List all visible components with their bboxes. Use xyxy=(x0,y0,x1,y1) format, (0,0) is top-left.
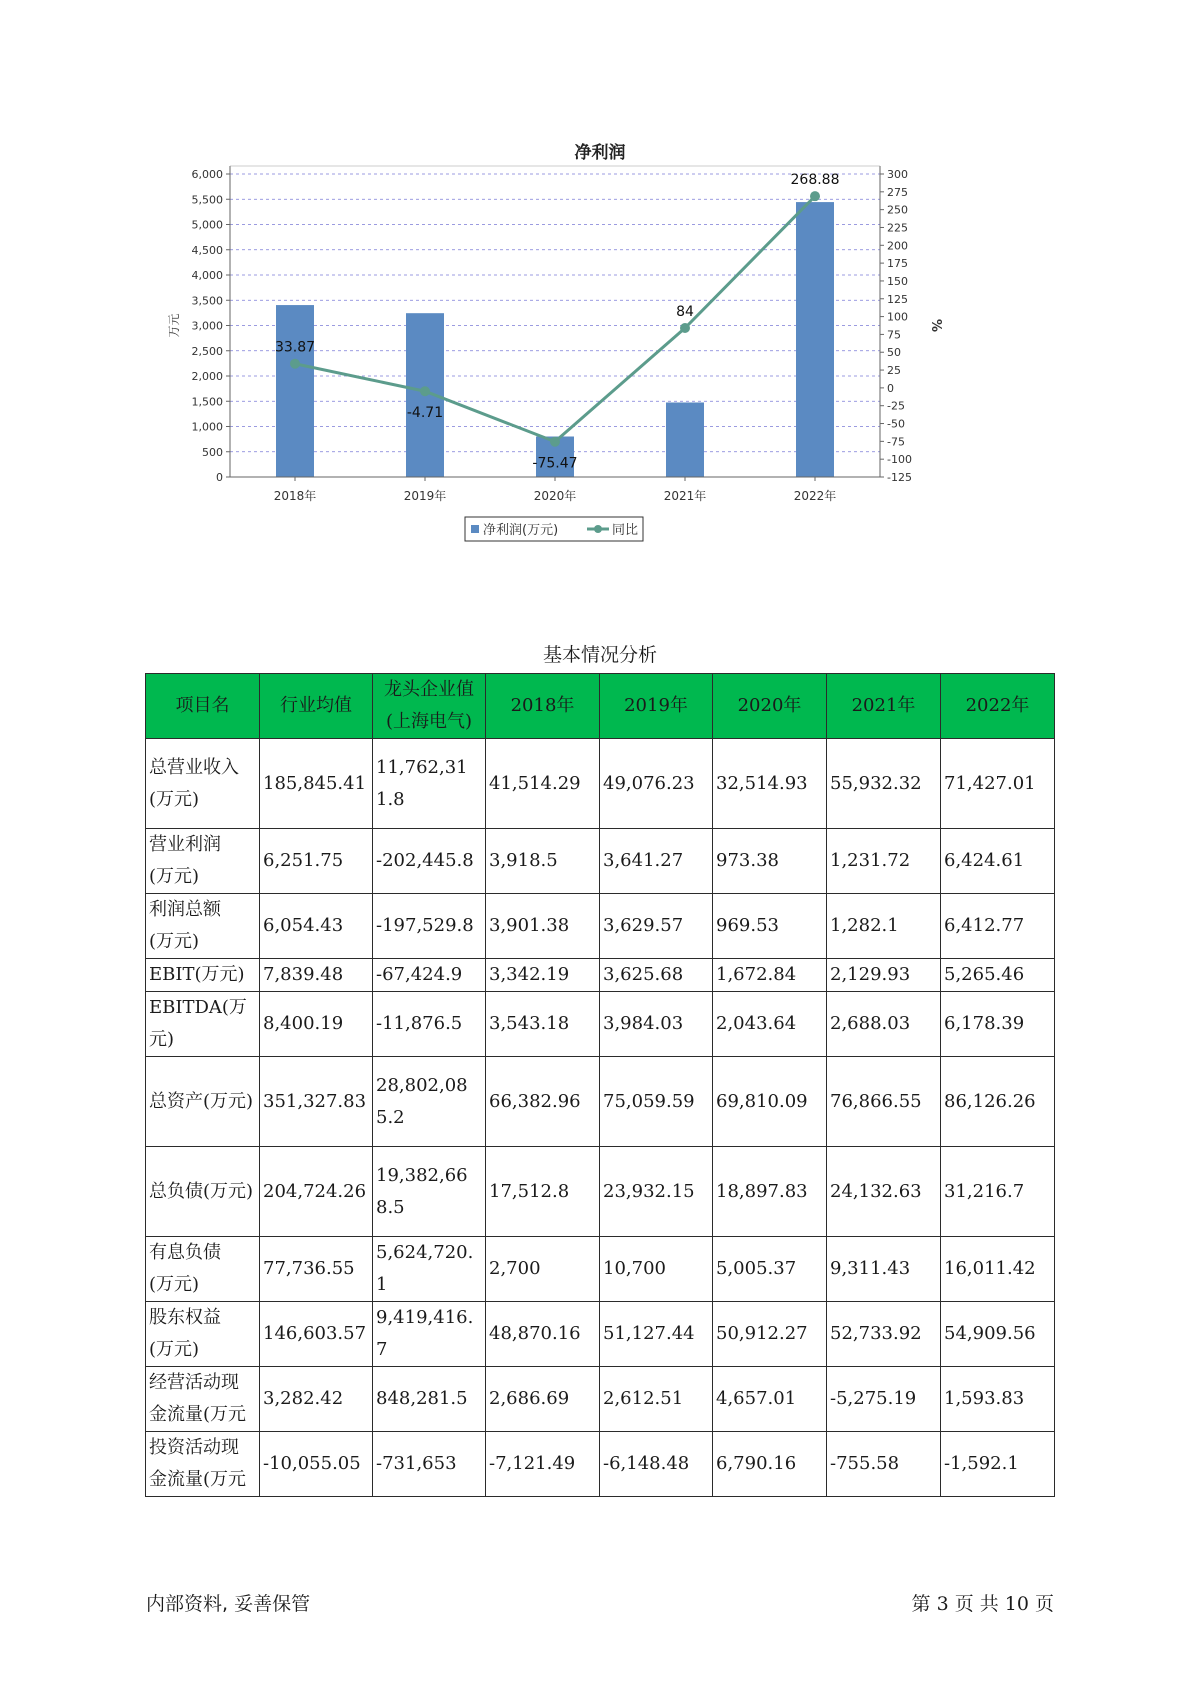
table-cell: 9,419,416.7 xyxy=(373,1302,486,1367)
table-cell: 16,011.42 xyxy=(941,1237,1055,1302)
row-label-cell: 利润总额 (万元) xyxy=(146,894,260,959)
table-cell: 24,132.63 xyxy=(827,1147,941,1237)
table-cell: 2,688.03 xyxy=(827,992,941,1057)
table-cell: 7,839.48 xyxy=(260,959,373,992)
legend-line-label: 同比 xyxy=(612,523,639,538)
table-row xyxy=(146,739,1055,829)
legend-bar-swatch xyxy=(471,525,479,533)
table-cell: 19,382,668.5 xyxy=(373,1147,486,1237)
table-row xyxy=(146,829,1055,894)
table-cell: 2,700 xyxy=(486,1237,600,1302)
bar-net-profit-2022年 xyxy=(796,202,834,477)
left-tick-label: 3,500 xyxy=(191,294,223,308)
right-tick-label: 275 xyxy=(887,185,908,199)
table-cell: 3,901.38 xyxy=(486,894,600,959)
table-cell: 48,870.16 xyxy=(486,1302,600,1367)
table-cell: 11,762,311.8 xyxy=(373,739,486,829)
left-tick-label: 2,000 xyxy=(191,370,223,383)
table-cell: 49,076.23 xyxy=(600,739,713,829)
yoy-data-label: -4.71 xyxy=(406,405,444,422)
right-tick-label: -25 xyxy=(887,399,905,413)
legend-line-marker xyxy=(594,525,602,533)
table-cell: 10,700 xyxy=(600,1237,713,1302)
yoy-point xyxy=(290,359,300,369)
right-tick-label: 25 xyxy=(887,364,901,378)
table-row xyxy=(146,959,1055,992)
table-cell: 3,629.57 xyxy=(600,894,713,959)
table-cell: 2,686.69 xyxy=(486,1367,600,1432)
table-row xyxy=(146,1237,1055,1302)
left-tick-label: 3,000 xyxy=(191,319,223,333)
left-tick-label: 500 xyxy=(202,445,223,459)
chart-bars xyxy=(276,202,834,477)
left-tick-label: 4,000 xyxy=(191,269,223,282)
table-cell: -11,876.5 xyxy=(373,992,486,1057)
yoy-data-label: -75.47 xyxy=(532,455,578,472)
table-cell: 3,918.5 xyxy=(486,829,600,894)
table-cell: 54,909.56 xyxy=(941,1302,1055,1367)
right-tick-label: 75 xyxy=(887,328,901,342)
table-header-row xyxy=(146,674,1055,739)
right-axis-title: % xyxy=(928,318,943,333)
table-cell: 1,231.72 xyxy=(827,829,941,894)
table-cell: 18,897.83 xyxy=(713,1147,827,1237)
right-tick-label: 150 xyxy=(887,274,908,288)
right-tick-label: 200 xyxy=(887,239,908,253)
table-header-cell: 2022年 xyxy=(941,674,1055,739)
table-cell: 3,625.68 xyxy=(600,959,713,992)
table-row xyxy=(146,1302,1055,1367)
footer-confidential-note: 内部资料, 妥善保管 xyxy=(146,1593,311,1615)
table-cell: 185,845.41 xyxy=(260,739,373,829)
row-label-cell: 有息负债 (万元) xyxy=(146,1237,260,1302)
table-cell: 351,327.83 xyxy=(260,1057,373,1147)
table-cell: 77,736.55 xyxy=(260,1237,373,1302)
table-cell: 1,282.1 xyxy=(827,894,941,959)
table-cell: -10,055.05 xyxy=(260,1432,373,1497)
table-row xyxy=(146,1367,1055,1432)
table-cell: 69,810.09 xyxy=(713,1057,827,1147)
table-cell: 5,624,720.1 xyxy=(373,1237,486,1302)
right-tick-label: -50 xyxy=(887,417,905,431)
legend-bar-label: 净利润(万元) xyxy=(483,523,559,538)
table-header-cell: 项目名 xyxy=(146,674,260,739)
yoy-data-label: 84 xyxy=(676,303,694,320)
x-tick-label: 2020年 xyxy=(533,489,577,503)
right-tick-label: -125 xyxy=(887,471,912,484)
net-profit-chart xyxy=(160,140,1060,600)
table-cell: 1,593.83 xyxy=(941,1367,1055,1432)
table-cell: 969.53 xyxy=(713,894,827,959)
left-tick-label: 0 xyxy=(216,471,223,484)
right-tick-label: -75 xyxy=(887,435,905,449)
left-tick-label: 6,000 xyxy=(191,168,223,181)
table-header-cell: 2021年 xyxy=(827,674,941,739)
yoy-point xyxy=(680,323,690,333)
yoy-data-label: 268.88 xyxy=(790,172,840,189)
table-cell: 32,514.93 xyxy=(713,739,827,829)
table-cell: 6,424.61 xyxy=(941,829,1055,894)
table-cell: 973.38 xyxy=(713,829,827,894)
x-tick-label: 2022年 xyxy=(793,489,837,503)
table-cell: -755.58 xyxy=(827,1432,941,1497)
table-cell: 31,216.7 xyxy=(941,1147,1055,1237)
right-tick-label: -100 xyxy=(887,453,912,467)
table-cell: 6,251.75 xyxy=(260,829,373,894)
right-tick-label: 225 xyxy=(887,221,908,235)
table-caption: 基本情况分析 xyxy=(542,644,657,666)
table-cell: 6,054.43 xyxy=(260,894,373,959)
table-cell: 2,043.64 xyxy=(713,992,827,1057)
row-label-cell: 营业利润 (万元) xyxy=(146,829,260,894)
table-cell: 50,912.27 xyxy=(713,1302,827,1367)
table-cell: 71,427.01 xyxy=(941,739,1055,829)
left-tick-label: 5,000 xyxy=(191,218,223,232)
x-tick-label: 2021年 xyxy=(663,489,707,503)
bar-net-profit-2021年 xyxy=(666,402,704,477)
x-tick-label: 2018年 xyxy=(273,489,317,503)
table-cell: 4,657.01 xyxy=(713,1367,827,1432)
row-label-cell: EBITDA(万元) xyxy=(146,992,260,1057)
table-cell: 3,641.27 xyxy=(600,829,713,894)
right-tick-label: 175 xyxy=(887,257,908,271)
row-label-cell: 总资产(万元) xyxy=(146,1057,260,1147)
table-cell: 51,127.44 xyxy=(600,1302,713,1367)
left-tick-label: 4,500 xyxy=(191,243,223,257)
table-cell: 6,412.77 xyxy=(941,894,1055,959)
table-cell: 75,059.59 xyxy=(600,1057,713,1147)
table-cell: 3,342.19 xyxy=(486,959,600,992)
yoy-point xyxy=(810,191,820,201)
table-cell: 5,265.46 xyxy=(941,959,1055,992)
right-tick-label: 50 xyxy=(887,346,901,360)
table-row xyxy=(146,894,1055,959)
table-cell: -202,445.8 xyxy=(373,829,486,894)
left-axis-title: 万元 xyxy=(167,313,181,338)
row-label-cell: EBIT(万元) xyxy=(146,959,260,992)
right-tick-label: 100 xyxy=(887,310,908,324)
table-row xyxy=(146,1057,1055,1147)
basic-analysis-table xyxy=(145,673,1055,1497)
table-cell: -1,592.1 xyxy=(941,1432,1055,1497)
left-tick-label: 1,000 xyxy=(191,420,223,434)
row-label-cell: 股东权益 (万元) xyxy=(146,1302,260,1367)
table-row xyxy=(146,1147,1055,1237)
table-cell: 146,603.57 xyxy=(260,1302,373,1367)
chart-legend xyxy=(465,517,643,541)
row-label-cell: 投资活动现 金流量(万元 xyxy=(146,1432,260,1497)
left-tick-label: 1,500 xyxy=(191,395,223,409)
yoy-point xyxy=(550,437,560,447)
table-header-cell: 2018年 xyxy=(486,674,600,739)
left-tick-label: 2,500 xyxy=(191,344,223,358)
table-cell: 2,612.51 xyxy=(600,1367,713,1432)
row-label-cell: 总负债(万元) xyxy=(146,1147,260,1237)
table-cell: 3,984.03 xyxy=(600,992,713,1057)
bar-net-profit-2018年 xyxy=(276,305,314,477)
table-cell: 52,733.92 xyxy=(827,1302,941,1367)
table-cell: 2,129.93 xyxy=(827,959,941,992)
table-cell: 86,126.26 xyxy=(941,1057,1055,1147)
table-cell: 41,514.29 xyxy=(486,739,600,829)
table-row xyxy=(146,1432,1055,1497)
table-cell: -6,148.48 xyxy=(600,1432,713,1497)
yoy-data-label: 33.87 xyxy=(274,339,316,356)
table-cell: 28,802,085.2 xyxy=(373,1057,486,1147)
right-tick-label: 300 xyxy=(887,168,908,181)
table-row xyxy=(146,992,1055,1057)
table-header-cell: 龙头企业值 (上海电气) xyxy=(373,674,486,739)
table-cell: 848,281.5 xyxy=(373,1367,486,1432)
table-header-cell: 2019年 xyxy=(600,674,713,739)
table-cell: 3,543.18 xyxy=(486,992,600,1057)
right-tick-label: 0 xyxy=(887,381,894,395)
table-cell: 204,724.26 xyxy=(260,1147,373,1237)
yoy-point xyxy=(420,386,430,396)
table-cell: 55,932.32 xyxy=(827,739,941,829)
table-cell: 8,400.19 xyxy=(260,992,373,1057)
table-cell: 66,382.96 xyxy=(486,1057,600,1147)
table-cell: -5,275.19 xyxy=(827,1367,941,1432)
table-cell: -7,121.49 xyxy=(486,1432,600,1497)
table-cell: -67,424.9 xyxy=(373,959,486,992)
table-cell: 23,932.15 xyxy=(600,1147,713,1237)
table-cell: 1,672.84 xyxy=(713,959,827,992)
right-tick-label: 250 xyxy=(887,203,908,217)
chart-title: 净利润 xyxy=(574,143,626,163)
chart-grid xyxy=(230,174,880,452)
table-cell: 5,005.37 xyxy=(713,1237,827,1302)
table-cell: 6,178.39 xyxy=(941,992,1055,1057)
row-label-cell: 总营业收入 (万元) xyxy=(146,739,260,829)
table-header-cell: 2020年 xyxy=(713,674,827,739)
table-body xyxy=(146,739,1055,1497)
table-cell: -731,653 xyxy=(373,1432,486,1497)
table-cell: -197,529.8 xyxy=(373,894,486,959)
left-tick-label: 5,500 xyxy=(191,193,223,207)
table-cell: 6,790.16 xyxy=(713,1432,827,1497)
yoy-line xyxy=(295,196,815,442)
table-header-cell: 行业均值 xyxy=(260,674,373,739)
table-cell: 17,512.8 xyxy=(486,1147,600,1237)
table-cell: 9,311.43 xyxy=(827,1237,941,1302)
row-label-cell: 经营活动现 金流量(万元 xyxy=(146,1367,260,1432)
x-tick-label: 2019年 xyxy=(403,489,447,503)
right-tick-label: 125 xyxy=(887,292,908,306)
table-cell: 3,282.42 xyxy=(260,1367,373,1432)
table-cell: 76,866.55 xyxy=(827,1057,941,1147)
footer-page-number: 第 3 页 共 10 页 xyxy=(911,1593,1054,1615)
